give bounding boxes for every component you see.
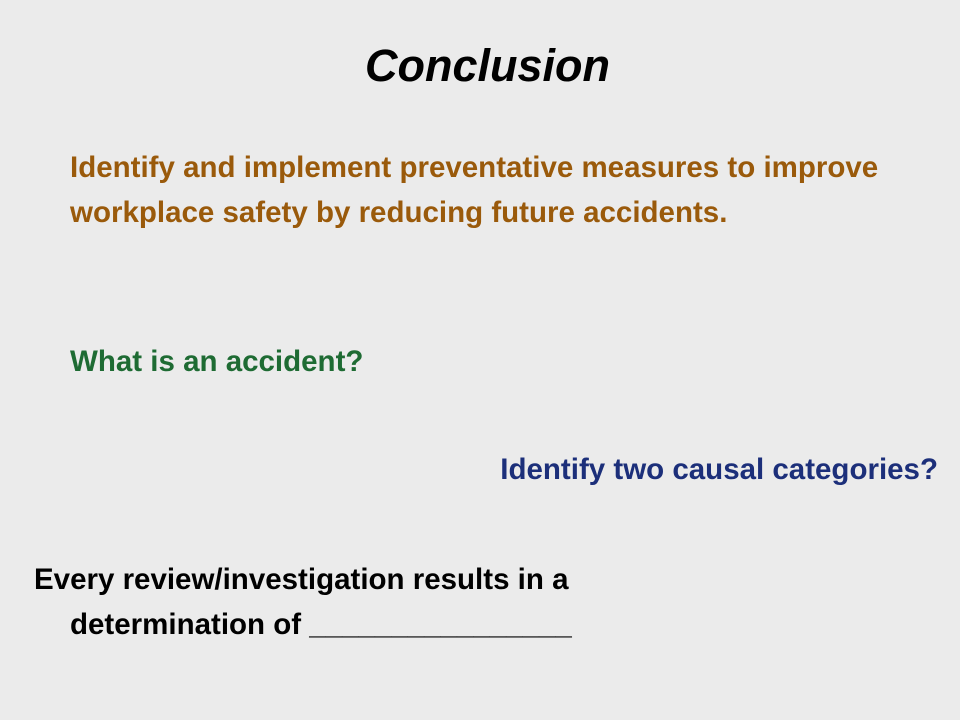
statement-line-1: Every review/investigation results in a [34, 563, 569, 596]
determination-statement [34, 557, 572, 647]
slide-title: Conclusion [365, 40, 610, 91]
statement-line-2: determination of ________________ [70, 608, 572, 641]
objective-text: Identify and implement preventative measures to improve workplace safety by reducing future accidents. [70, 151, 879, 229]
question-causal-categories: Identify two causal categories? [500, 453, 938, 486]
question-what-is-accident: What is an accident? [70, 345, 364, 378]
